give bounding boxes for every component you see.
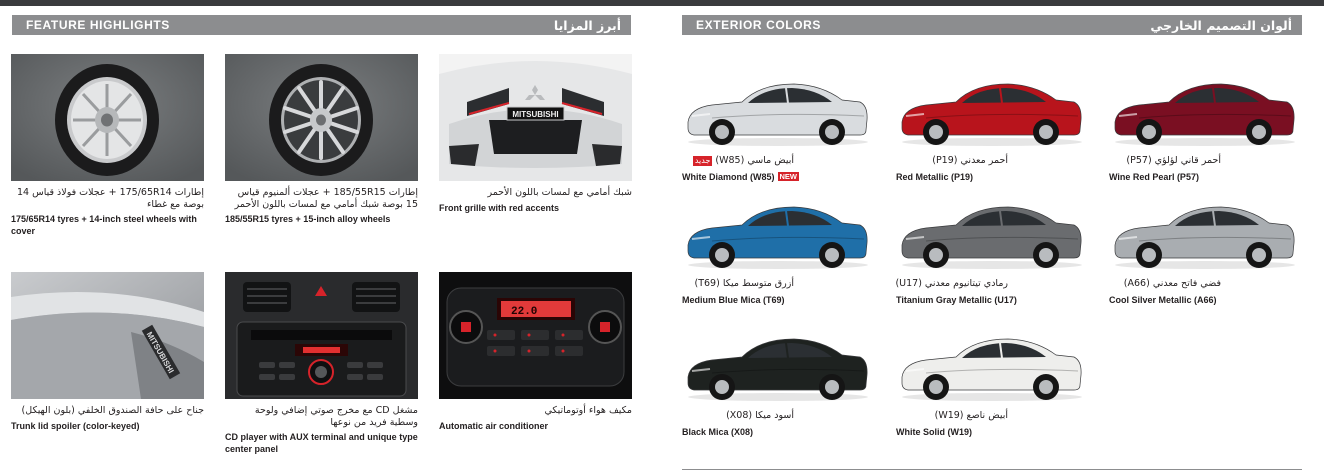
feature-caption-en: 185/55R15 tyres + 15-inch alloy wheels (225, 214, 391, 224)
exterior-colors-title-en: EXTERIOR COLORS (696, 18, 822, 32)
color-name-ar: أزرق متوسط ميكا (T69) (694, 278, 794, 289)
color-swatch-white-solid (896, 333, 1086, 438)
color-name-ar: أحمر معدني (P19) (932, 155, 1008, 166)
feature-steel-wheels (11, 54, 204, 237)
spoiler-brand-label: MITSUBISHI (144, 330, 176, 375)
feature-highlights-title-ar: أبرز المزايا (553, 17, 621, 33)
exterior-colors-header (682, 15, 1302, 35)
feature-caption-ar: إطارات 175/65R14 + عجلات فولاذ قياس 14 بوصة مع غطاء (17, 187, 204, 210)
color-name-en: Black Mica (X08) (682, 427, 754, 437)
feature-trunk-spoiler (11, 272, 204, 432)
sedan-car-icon (896, 78, 1086, 148)
front-grille-icon (439, 54, 632, 181)
sedan-car-icon (1109, 201, 1299, 271)
color-name-ar: فضي فاتح معدني (A66) (1123, 278, 1221, 289)
color-swatch-cool-silver (1109, 201, 1299, 306)
new-badge: NEW (779, 172, 797, 181)
feature-caption-ar: مكيف هواء أوتوماتيكي (544, 405, 632, 416)
color-name-ar: أبيض ناصع (W19) (934, 410, 1008, 421)
feature-cd-player (225, 272, 418, 455)
feature-alloy-wheels (225, 54, 418, 225)
color-name-en: Titanium Gray Metallic (U17) (896, 295, 1017, 305)
color-name-en: White Diamond (W85) NEW (682, 172, 797, 182)
feature-caption-en: Trunk lid spoiler (color-keyed) (11, 420, 140, 431)
color-swatch-wine-red-pearl (1109, 78, 1299, 183)
color-name-ar: أحمر قاني لؤلؤي (P57) (1126, 155, 1221, 166)
sedan-car-icon (682, 78, 872, 148)
feature-caption-ar: شبك أمامي مع لمسات باللون الأحمر (487, 187, 632, 198)
feature-front-grille (439, 54, 632, 214)
color-swatch-black-mica (682, 333, 872, 438)
sedan-car-icon (1109, 78, 1299, 148)
color-name-en: Cool Silver Metallic (A66) (1109, 295, 1217, 305)
color-name-ar: أسود ميكا (X08) (726, 410, 794, 421)
new-badge-ar: جديد (694, 156, 711, 165)
air-conditioner-icon (439, 272, 632, 399)
color-swatch-white-diamond (682, 78, 872, 183)
color-name-ar: رمادي تيتانيوم معدني (U17) (895, 278, 1008, 289)
color-swatch-medium-blue-mica (682, 201, 872, 306)
color-name-en: White Solid (W19) (896, 427, 972, 437)
steel-wheel-with-cover-icon (11, 54, 204, 181)
feature-highlights-header (12, 15, 631, 35)
feature-caption-ar: مشغل CD مع مخرج صوتي إضافي ولوحة وسطية فريد من نوعها (254, 405, 418, 428)
feature-caption-en: CD player with AUX terminal and unique type center panel (225, 432, 418, 454)
top-rule (0, 0, 1324, 6)
alloy-wheel-icon (225, 54, 418, 181)
bottom-rule (682, 469, 1302, 470)
color-swatch-titanium-gray (896, 201, 1086, 306)
color-name-en: Wine Red Pearl (P57) (1109, 172, 1199, 182)
feature-air-conditioner (439, 272, 632, 432)
feature-caption-ar: إطارات 185/55R15 + عجلات ألمنيوم قياس 15 بوصة شبك أمامي مع لمسات باللون الأحمر (234, 187, 418, 210)
feature-caption-en: Front grille with red accents (439, 202, 560, 213)
grille-brand-label: MITSUBISHI (512, 110, 559, 119)
cd-player-icon (225, 272, 418, 399)
sedan-car-icon (896, 333, 1086, 403)
feature-highlights-title-en: FEATURE HIGHLIGHTS (26, 18, 170, 32)
sedan-car-icon (682, 333, 872, 403)
color-name-en: Red Metallic (P19) (896, 172, 974, 182)
feature-caption-en: Automatic air conditioner (439, 420, 549, 431)
sedan-car-icon (682, 201, 872, 271)
ac-temperature-display: 22.0 (511, 306, 538, 318)
trunk-spoiler-icon (11, 272, 204, 399)
feature-caption-ar: جناح على حافة الصندوق الخلفي (بلون الهيكل) (21, 405, 204, 416)
feature-caption-en: 175/65R14 tyres + 14-inch steel wheels with cover (11, 214, 197, 236)
color-name-en: Medium Blue Mica (T69) (682, 295, 785, 305)
sedan-car-icon (896, 201, 1086, 271)
color-name-ar: أبيض ماسي (W85)جديد (694, 155, 794, 166)
exterior-colors-title-ar: ألوان التصميم الخارجي (1150, 17, 1292, 33)
color-swatch-red-metallic (896, 78, 1086, 183)
